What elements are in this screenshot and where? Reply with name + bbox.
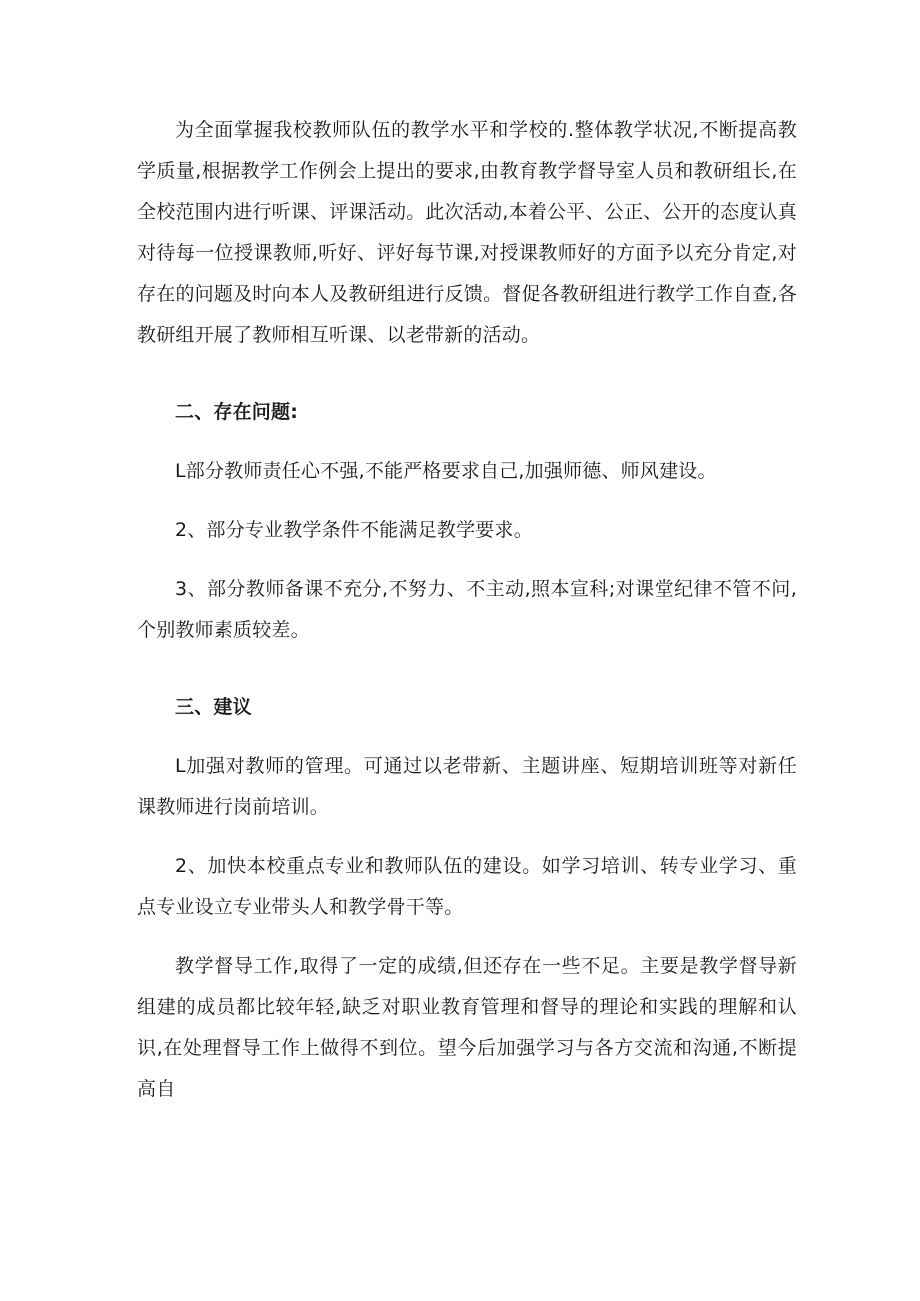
suggestion-item-2: 2、加快本校重点专业和教师队伍的建设。如学习培训、转专业学习、重点专业设立专业带头人和教学骨干等。 [137,855,797,918]
closing-paragraph: 教学督导工作,取得了一定的成绩,但还存在一些不足。主要是教学督导新组建的成员都比较年轻,缺乏对职业教育管理和督导的理论和实践的理解和认识,在处理督导工作上做得不到位。望今后加强学习与各方交流和沟通,不断提高自 [137,955,797,1100]
section-heading-problems: 二、存在问题: [175,401,298,423]
suggestion-item-1: L加强对教师的管理。可通过以老带新、主题讲座、短期培训班等对新任课教师进行岗前培训。 [137,755,797,818]
intro-paragraph: 为全面掌握我校教师队伍的教学水平和学校的.整体教学状况,不断提高教学质量,根据教学工作例会上提出的要求,由教育教学督导室人员和教研组长,在全校范围内进行听课、评课活动。此次活动,本着公平、公正、公开的态度认真对待每一位授课教师,听好、评好每节课,对授课教师好的方面予以充分肯定,对存在的问题及时向本人及教研组进行反馈。督促各教研组进行教学工作自查,各教研组开展了教师相互听课、以老带新的活动。 [137,119,797,346]
problem-item-2: 2、部分专业教学条件不能满足教学要求。 [175,519,533,541]
problem-item-1: L部分教师责任心不强,不能严格要求自己,加强师德、师风建设。 [175,460,717,482]
document-body [137,110,797,1110]
section-heading-suggestions: 三、建议 [175,696,252,718]
problem-item-3: 3、部分教师备课不充分,不努力、不主动,照本宣科;对课堂纪律不管不问,个别教师素质较差。 [137,578,797,641]
